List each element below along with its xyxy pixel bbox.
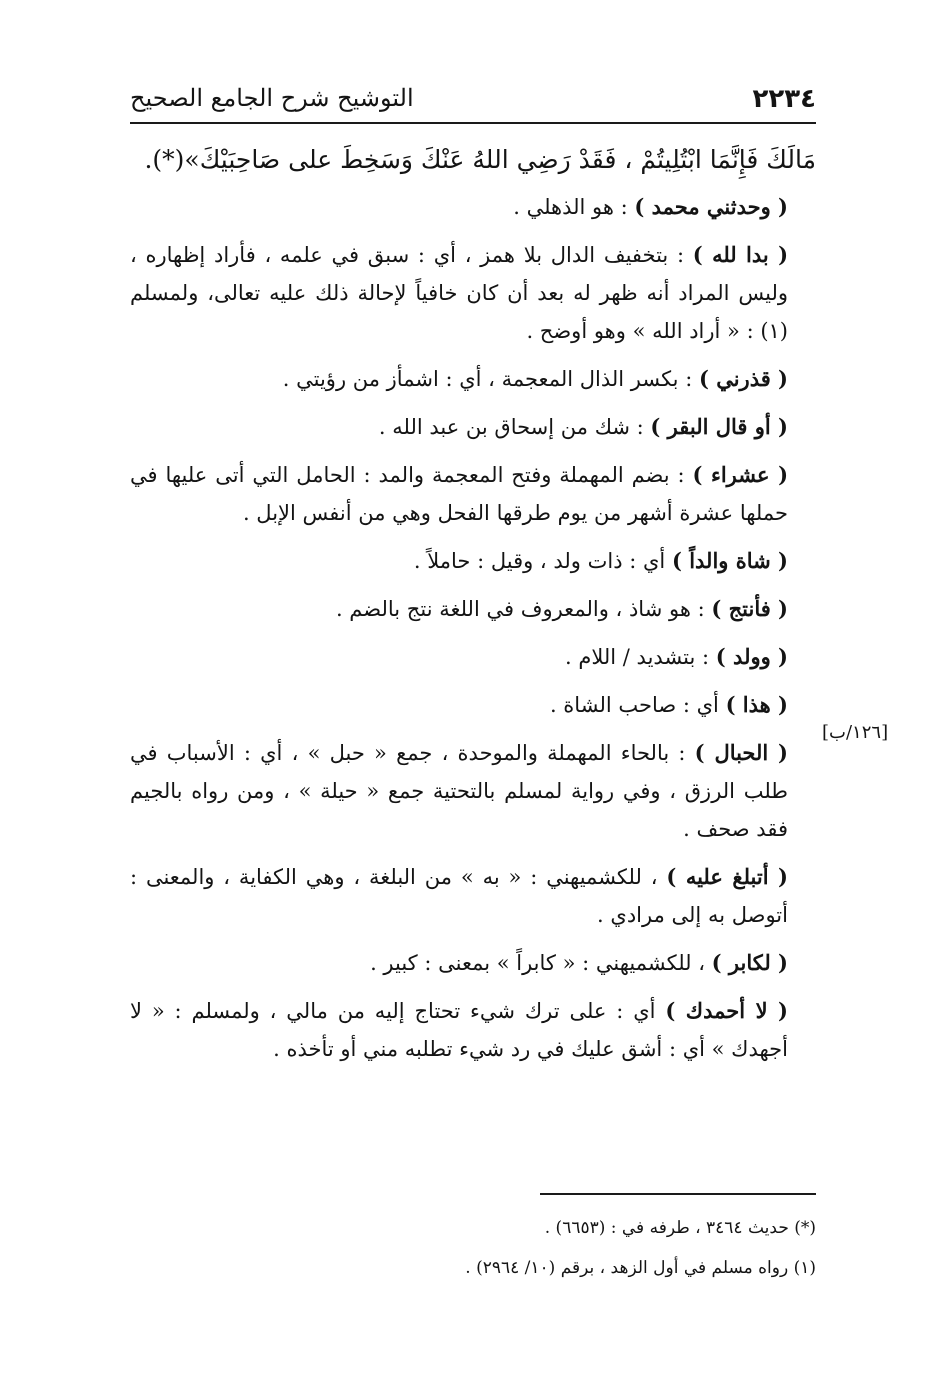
page-header: [130, 82, 816, 124]
running-title: التوشيح شرح الجامع الصحيح: [130, 84, 414, 112]
footnote: (١) رواه مسلم في أول الزهد ، برقم (١٠/ ٢٩٦٤) .: [465, 1258, 816, 1278]
lemma: ( الحبال ): [694, 740, 788, 765]
footnotes: [130, 1208, 816, 1288]
commentary-paragraph: [130, 638, 816, 676]
commentary-paragraph: [130, 590, 816, 628]
manuscript-folio-note: [١٢٦/ب]: [822, 722, 889, 743]
lemma: ( لكابر ): [711, 950, 788, 975]
paragraph-text: ، للكشميهني : « كابراً » بمعنى : كبير .: [370, 951, 712, 975]
paragraph-text: : بتخفيف الدال بلا همز ، أي : سبق في علمه ، فأراد إظهاره ، وليس المراد أنه ظهر له بعد أن كان خافياً لإحالة ذلك عليه تعالى، ولمسلم (١) : « أراد الله » وهو أوضح .: [130, 243, 788, 343]
lemma: ( أتبلغ عليه ): [666, 864, 788, 889]
paragraph-text: أي : ذات ولد ، وقيل : حاملاً .: [413, 549, 672, 573]
page-number: ٢٢٣٤: [752, 84, 816, 114]
commentary-paragraph: [130, 188, 816, 226]
lemma: ( فأنتج ): [711, 596, 788, 621]
commentary-paragraph: [130, 236, 816, 350]
footnote: (*) حديث ٣٤٦٤ ، طرفه في : (٦٦٥٣) .: [544, 1218, 816, 1238]
commentary-paragraph: [130, 360, 816, 398]
commentary-paragraph: [130, 686, 816, 724]
commentary-paragraph: [130, 858, 816, 934]
hadith-continuation: [130, 138, 816, 182]
paragraph-text: : هو الذهلي .: [513, 195, 635, 219]
lemma: ( وحدثني محمد ): [634, 194, 788, 219]
paragraph-text: أي : على ترك شيء تحتاج إليه من مالي ، ولمسلم : « لا أجهدك » أي : أشق عليك في رد شيء تطلبه مني أو تأخذه .: [130, 999, 788, 1061]
paragraph-text: ، للكشميهني : « به » من البلغة ، وهي الكفاية ، والمعنى : أتوصل به إلى مرادي .: [130, 865, 788, 927]
lemma: ( بدا لله ): [692, 242, 789, 267]
lemma: ( هذا ): [725, 692, 788, 717]
lemma: ( عشراء ): [692, 462, 789, 487]
commentary-paragraph: [130, 408, 816, 446]
lemma: ( أو قال البقر ): [650, 414, 788, 439]
lemma: ( شاة والداً ): [671, 548, 788, 573]
paragraph-text: : بضم المهملة وفتح المعجمة والمد : الحامل التي أتى عليها في حملها عشرة أشهر من يوم طرقها الفحل وهي من أنفس الإبل .: [130, 463, 788, 525]
commentary-paragraph: [130, 734, 816, 848]
paragraph-text: : هو شاذ ، والمعروف في اللغة نتج بالضم .: [335, 597, 712, 621]
paragraph-text: مَالَكَ فَإِنَّمَا ابْتُلِيتُمْ ، فَقَدْ رَضِي اللهُ عَنْكَ وَسَخِطَ على صَاحِبَيْكَ»(*).: [144, 145, 816, 174]
lemma: ( قذرني ): [698, 366, 788, 391]
lemma: ( لا أحمدك ): [665, 998, 788, 1023]
commentary-paragraph: [130, 992, 816, 1068]
paragraph-text: : شك من إسحاق بن عبد الله .: [378, 415, 651, 439]
paragraph-text: أي : صاحب الشاة .: [549, 693, 726, 717]
lemma: ( وولد ): [715, 644, 788, 669]
main-text: [130, 138, 816, 1078]
commentary-paragraph: [130, 944, 816, 982]
paragraph-text: : بكسر الذال المعجمة ، أي : اشمأز من رؤيتي .: [282, 367, 699, 391]
footnote-divider: [540, 1193, 816, 1195]
commentary-paragraph: [130, 456, 816, 532]
commentary-paragraph: [130, 542, 816, 580]
paragraph-text: : بالحاء المهملة والموحدة ، جمع « حبل » ، أي : الأسباب في طلب الرزق ، وفي رواية لمسلم بالتحتية جمع « حيلة » ، ومن رواه بالجيم فقد صحف .: [130, 741, 788, 841]
paragraph-text: : بتشديد / اللام .: [565, 645, 716, 669]
